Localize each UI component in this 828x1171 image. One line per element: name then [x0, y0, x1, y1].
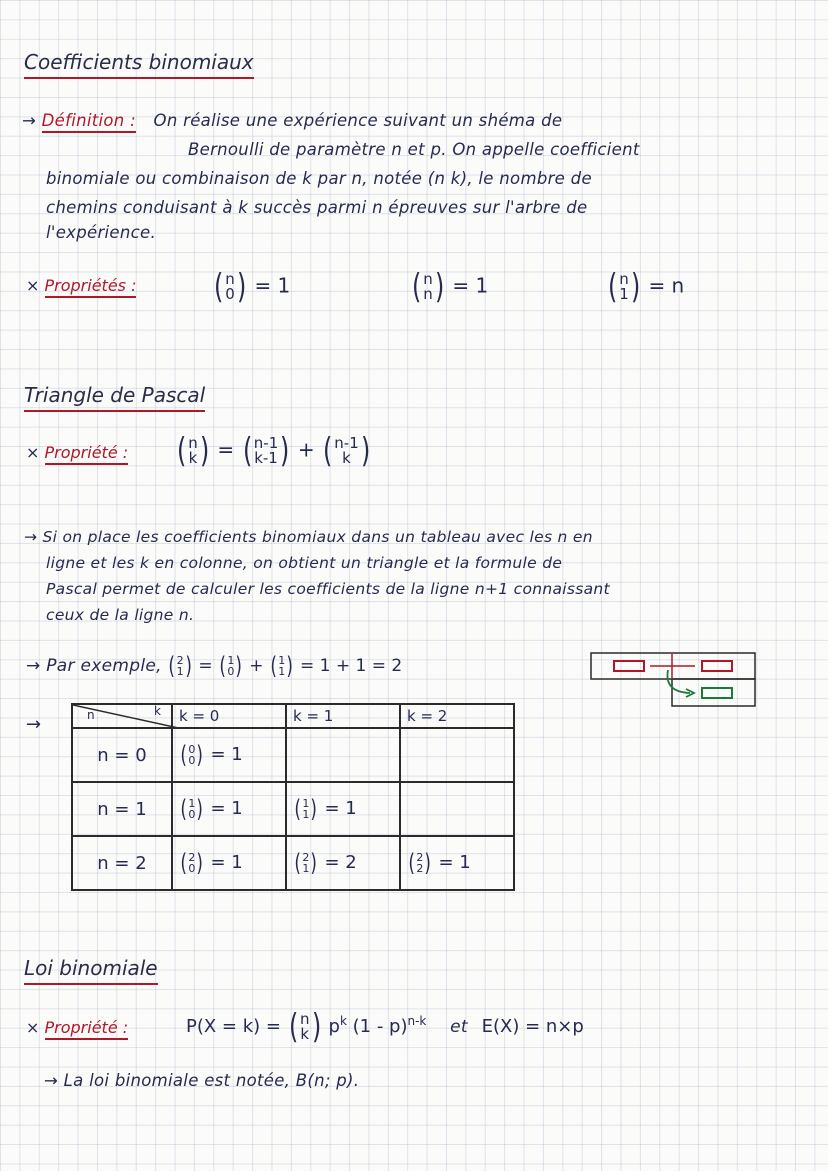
bullet-icon: ×: [26, 1018, 45, 1037]
arrow-icon: →: [26, 714, 42, 735]
corner-k-label: k: [154, 704, 161, 718]
property-binom-n1: ( n 1 ) = n: [607, 267, 685, 307]
col-header-k1: k = 1: [286, 704, 400, 728]
binomial-note: → La loi binomiale est notée, B(n; p).: [44, 1071, 360, 1090]
col-header-k0: k = 0: [172, 704, 286, 728]
section-title-coefficients: Coefficients binomiaux: [24, 50, 254, 74]
table-header-row: [72, 704, 514, 728]
col-header-k2: k = 2: [400, 704, 514, 728]
bullet-icon: ×: [26, 443, 45, 462]
table-row: [72, 782, 514, 836]
arrow-icon: →: [26, 656, 47, 676]
table-cell: ( 1 0 ) = 1: [172, 782, 286, 836]
table-row: [72, 836, 514, 890]
arrow-icon: →: [22, 111, 42, 130]
definition-label: Définition :: [42, 111, 136, 133]
table-cell-empty: [400, 728, 514, 782]
definition-line-3: binomiale ou combinaison de k par n, notée (n k), le nombre de: [46, 169, 592, 188]
binomial-property-label: Propriété :: [45, 1018, 129, 1040]
table-cell: ( 2 0 ) = 1: [172, 836, 286, 890]
definition-line-4: chemins conduisant à k succès parmi n épreuves sur l'arbre de: [46, 198, 588, 217]
corner-n-label: n: [87, 708, 95, 722]
pascal-table: [71, 703, 515, 891]
pascal-paragraph-line-2: ligne et les k en colonne, on obtient un triangle et la formule de: [46, 554, 563, 572]
pascal-paragraph-line-1: → Si on place les coefficients binomiaux dans un tableau avec les n en: [24, 528, 593, 546]
bullet-icon: ×: [26, 276, 45, 295]
pascal-paragraph-line-4: ceux de la ligne n.: [46, 606, 195, 624]
definition-line-1: On réalise une expérience suivant un shéma de: [153, 111, 563, 130]
table-row: [72, 728, 514, 782]
arrow-icon: →: [24, 528, 43, 546]
definition-line-5: l'expérience.: [46, 223, 157, 242]
pascal-property-row: [26, 443, 128, 462]
arrow-icon: →: [44, 1071, 64, 1090]
definition-arrow-line: [22, 110, 562, 132]
table-cell: ( 1 1 ) = 1: [286, 782, 400, 836]
binomial-property-row: [26, 1018, 128, 1037]
binomial-formula: P(X = k) = ( n k ) $p^k$ (1 - p)$^{n-k}$ et E(X) = n×p: [186, 1007, 584, 1047]
table-cell: ( 2 1 ) = 2: [286, 836, 400, 890]
table-cell: ( 0 0 ) = 1: [172, 728, 286, 782]
section-title-pascal: Triangle de Pascal: [24, 383, 206, 407]
table-corner-cell: [72, 704, 172, 728]
row-label-n0: n = 0: [72, 728, 172, 782]
pascal-rule-diagram: [590, 652, 756, 708]
table-cell-empty: [286, 728, 400, 782]
table-cell-empty: [400, 782, 514, 836]
pascal-example: → Par exemple, ( 2 1 ) = ( 1 0 ) + ( 1 1 ) = 1 + 1 = 2: [26, 652, 403, 680]
property-binom-n0: ( n 0 ) = 1: [213, 267, 291, 307]
section-title-loi-binomiale: Loi binomiale: [24, 956, 158, 980]
pascal-formula: ( n k ) = ( n-1 k-1 ) + ( n-1 k ): [176, 431, 371, 471]
pascal-property-label: Propriété :: [45, 443, 129, 465]
properties-row: [26, 276, 136, 295]
definition-line-2: Bernoulli de paramètre n et p. On appelle coefficient: [188, 140, 640, 159]
properties-label: Propriétés :: [45, 276, 137, 298]
table-cell: ( 2 2 ) = 1: [400, 836, 514, 890]
property-binom-nn: ( n n ) = 1: [411, 267, 489, 307]
row-label-n2: n = 2: [72, 836, 172, 890]
pascal-paragraph-line-3: Pascal permet de calculer les coefficients de la ligne n+1 connaissant: [46, 580, 610, 598]
row-label-n1: n = 1: [72, 782, 172, 836]
